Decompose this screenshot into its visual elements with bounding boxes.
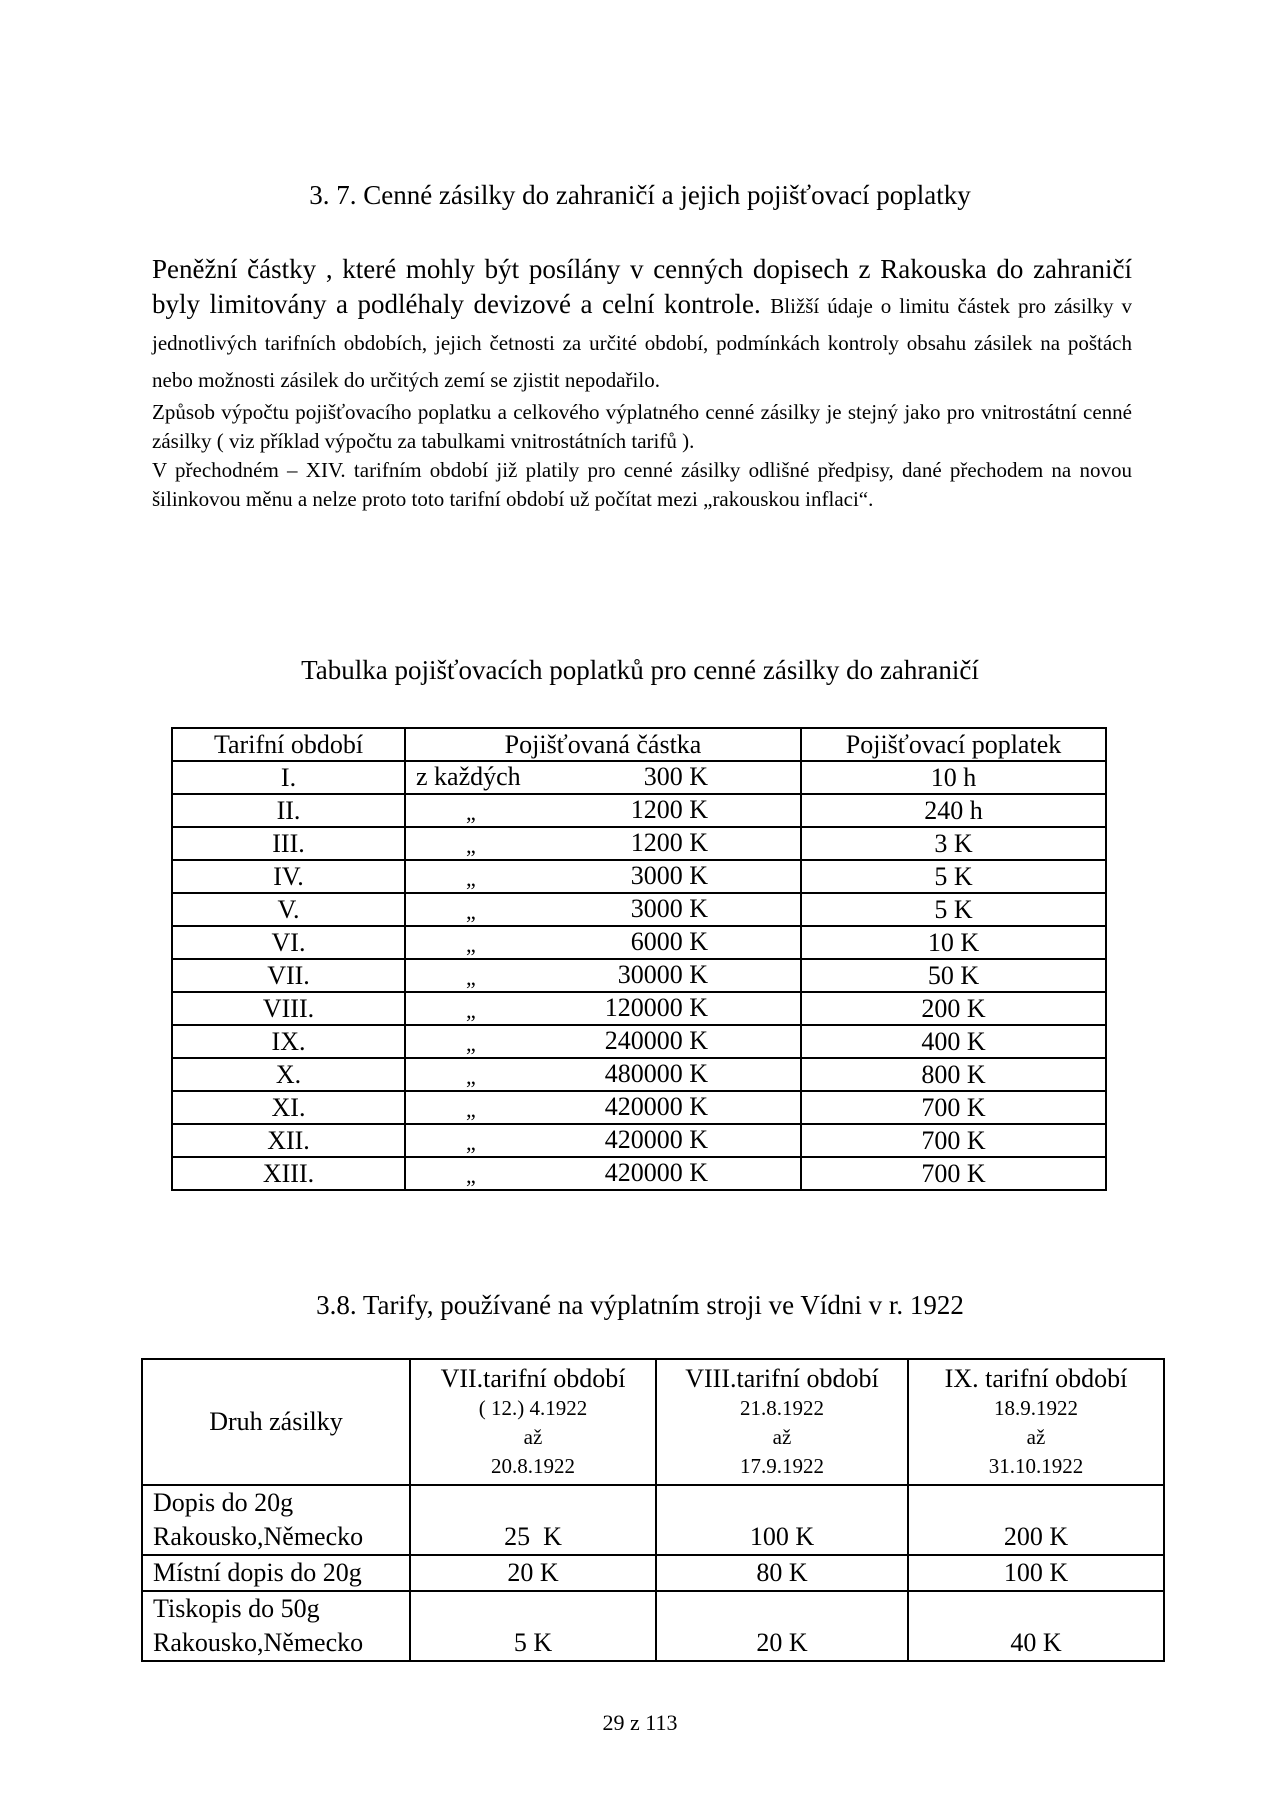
fee-cell: 700 K bbox=[801, 1157, 1106, 1190]
amount-cell bbox=[405, 893, 801, 926]
period-cell: IX. bbox=[172, 1025, 405, 1058]
intro-lead-tail: Bližší údaje o limitu částek pro zásilky v jednotlivých tarifních obdobích, jejich četnosti za určité období, podmínkách kontroly obsahu zásilek na poštách nebo možnosti zásilek do určitých zemí se zjistit nepodařilo. bbox=[152, 294, 1133, 392]
period-from: 18.9.1922 bbox=[994, 1396, 1078, 1420]
intro-body bbox=[152, 398, 1132, 514]
amount-value: 120000 K bbox=[604, 993, 708, 1022]
amount-value: 420000 K bbox=[604, 1092, 708, 1121]
ditto-mark: „ bbox=[466, 1163, 476, 1188]
header-fee: Pojišťovací poplatek bbox=[801, 728, 1106, 761]
period-cell: I. bbox=[172, 761, 405, 794]
value-cell: 20 K bbox=[410, 1555, 656, 1591]
table-row bbox=[172, 827, 1106, 860]
period-cell: XI. bbox=[172, 1091, 405, 1124]
period-to: 20.8.1922 bbox=[491, 1454, 575, 1478]
row-label-line: Rakousko,Německo bbox=[153, 1628, 364, 1657]
intro-paragraph bbox=[152, 252, 1132, 398]
ditto-mark: „ bbox=[466, 1097, 476, 1122]
row-label-line: Místní dopis do 20g bbox=[153, 1558, 362, 1587]
table-row bbox=[172, 794, 1106, 827]
period-cell: XIII. bbox=[172, 1157, 405, 1190]
row-label-letter bbox=[142, 1485, 410, 1555]
period-from: ( 12.) 4.1922 bbox=[478, 1396, 588, 1420]
ditto-mark: „ bbox=[466, 1130, 476, 1155]
row-label-printed-matter bbox=[142, 1591, 410, 1661]
table-row bbox=[172, 1025, 1106, 1058]
amount-value: 1200 K bbox=[630, 795, 708, 824]
table-header-row bbox=[172, 728, 1106, 761]
amount-value: 420000 K bbox=[604, 1125, 708, 1154]
period-cell: III. bbox=[172, 827, 405, 860]
amount-cell bbox=[405, 926, 801, 959]
row-label-line: Rakousko,Německo bbox=[153, 1522, 364, 1551]
header-amount: Pojišťovaná částka bbox=[405, 728, 801, 761]
period-cell: IV. bbox=[172, 860, 405, 893]
period-cell: VIII. bbox=[172, 992, 405, 1025]
ditto-mark: „ bbox=[466, 1064, 476, 1089]
fee-cell: 5 K bbox=[801, 860, 1106, 893]
fee-cell: 3 K bbox=[801, 827, 1106, 860]
ditto-mark: „ bbox=[466, 998, 476, 1023]
table-row bbox=[172, 1058, 1106, 1091]
period-name: IX. tarifní období bbox=[944, 1364, 1128, 1393]
table1-body bbox=[172, 761, 1106, 1190]
intro-lead-text: Peněžní částky , které mohly být posílány v cenných dopisech z Rakouska do zahraničí byly limitovány a podléhaly devizové a celní kontrole. bbox=[152, 254, 1132, 319]
fee-cell: 5 K bbox=[801, 893, 1106, 926]
amount-cell bbox=[405, 1157, 801, 1190]
fee-cell: 400 K bbox=[801, 1025, 1106, 1058]
vienna-meter-tariff-table bbox=[141, 1358, 1165, 1662]
row-label-line: Dopis do 20g bbox=[153, 1488, 294, 1517]
section-38-title: 3.8. Tarify, používané na výplatním stroji ve Vídni v r. 1922 bbox=[316, 1290, 964, 1320]
fee-cell: 240 h bbox=[801, 794, 1106, 827]
value-cell: 5 K bbox=[410, 1591, 656, 1661]
ditto-mark: „ bbox=[466, 899, 476, 924]
period-to: 31.10.1922 bbox=[988, 1454, 1084, 1478]
table-row bbox=[172, 959, 1106, 992]
amount-cell bbox=[405, 794, 801, 827]
amount-value: 300 K bbox=[643, 762, 708, 791]
value-cell: 100 K bbox=[908, 1555, 1164, 1591]
row-label-local-letter bbox=[142, 1555, 410, 1591]
fee-cell: 200 K bbox=[801, 992, 1106, 1025]
header-period-viii bbox=[656, 1359, 908, 1485]
amount-value: 480000 K bbox=[604, 1059, 708, 1088]
amount-cell bbox=[405, 1025, 801, 1058]
table-row bbox=[142, 1555, 1164, 1591]
amount-value: 30000 K bbox=[617, 960, 708, 989]
amount-cell bbox=[405, 992, 801, 1025]
value-cell: 200 K bbox=[908, 1485, 1164, 1555]
header-period: Tarifní období bbox=[172, 728, 405, 761]
fee-cell: 700 K bbox=[801, 1091, 1106, 1124]
header-kind: Druh zásilky bbox=[142, 1359, 410, 1485]
table-row bbox=[172, 992, 1106, 1025]
fee-cell: 50 K bbox=[801, 959, 1106, 992]
period-cell: V. bbox=[172, 893, 405, 926]
page-number: 29 z 113 bbox=[602, 1710, 678, 1735]
amount-cell bbox=[405, 959, 801, 992]
period-cell: II. bbox=[172, 794, 405, 827]
amount-value: 420000 K bbox=[604, 1158, 708, 1187]
insurance-fee-table bbox=[171, 727, 1107, 1191]
table-row bbox=[142, 1591, 1164, 1661]
period-to: 17.9.1922 bbox=[740, 1454, 824, 1478]
period-to-word: až bbox=[772, 1425, 792, 1449]
amount-value: 6000 K bbox=[630, 927, 708, 956]
amount-value: 3000 K bbox=[630, 861, 708, 890]
amount-value: 240000 K bbox=[604, 1026, 708, 1055]
period-from: 21.8.1922 bbox=[740, 1396, 824, 1420]
ditto-mark: „ bbox=[466, 833, 476, 858]
paragraph-calculation: Způsob výpočtu pojišťovacího poplatku a celkového výplatného cenné zásilky je stejný jako pro vnitrostátní cenné zásilky ( viz příklad výpočtu za tabulkami vnitrostátních tarifů ). bbox=[152, 400, 1132, 453]
table1-title: Tabulka pojišťovacích poplatků pro cenné zásilky do zahraničí bbox=[301, 655, 979, 685]
amount-prefix: z každých bbox=[416, 762, 521, 791]
fee-cell: 800 K bbox=[801, 1058, 1106, 1091]
value-cell: 20 K bbox=[656, 1591, 908, 1661]
ditto-mark: „ bbox=[466, 866, 476, 891]
period-to-word: až bbox=[1026, 1425, 1046, 1449]
fee-cell: 10 K bbox=[801, 926, 1106, 959]
amount-cell bbox=[405, 827, 801, 860]
section-37-title: 3. 7. Cenné zásilky do zahraničí a jejich pojišťovací poplatky bbox=[309, 180, 971, 210]
ditto-mark: „ bbox=[466, 932, 476, 957]
amount-cell bbox=[405, 1058, 801, 1091]
period-to-word: až bbox=[523, 1425, 543, 1449]
period-name: VII.tarifní období bbox=[440, 1364, 626, 1393]
table-row bbox=[142, 1485, 1164, 1555]
period-cell: VII. bbox=[172, 959, 405, 992]
row-label-line: Tiskopis do 50g bbox=[153, 1594, 320, 1623]
table-row bbox=[172, 1124, 1106, 1157]
header-period-ix bbox=[908, 1359, 1164, 1485]
table-row bbox=[172, 1157, 1106, 1190]
paragraph-transition: V přechodném – XIV. tarifním období již platily pro cenné zásilky odlišné předpisy, dané přechodem na novou šilinkovou měnu a nelze proto toto tarifní období už počítat mezi „rakouskou inflaci“. bbox=[152, 458, 1132, 511]
amount-cell bbox=[405, 1124, 801, 1157]
table-row bbox=[172, 1091, 1106, 1124]
fee-cell: 700 K bbox=[801, 1124, 1106, 1157]
amount-cell bbox=[405, 860, 801, 893]
amount-value: 3000 K bbox=[630, 894, 708, 923]
period-name: VIII.tarifní období bbox=[685, 1364, 879, 1393]
table2-header-row bbox=[142, 1359, 1164, 1485]
value-cell: 100 K bbox=[656, 1485, 908, 1555]
value-cell: 80 K bbox=[656, 1555, 908, 1591]
period-cell: XII. bbox=[172, 1124, 405, 1157]
amount-cell bbox=[405, 761, 801, 794]
ditto-mark: „ bbox=[466, 800, 476, 825]
header-period-vii bbox=[410, 1359, 656, 1485]
table-row bbox=[172, 893, 1106, 926]
fee-cell: 10 h bbox=[801, 761, 1106, 794]
table-row bbox=[172, 761, 1106, 794]
ditto-mark: „ bbox=[466, 965, 476, 990]
ditto-mark: „ bbox=[466, 1031, 476, 1056]
period-cell: VI. bbox=[172, 926, 405, 959]
amount-cell bbox=[405, 1091, 801, 1124]
period-cell: X. bbox=[172, 1058, 405, 1091]
amount-value: 1200 K bbox=[630, 828, 708, 857]
value-cell: 40 K bbox=[908, 1591, 1164, 1661]
value-cell: 25 K bbox=[410, 1485, 656, 1555]
table-row bbox=[172, 926, 1106, 959]
table-row bbox=[172, 860, 1106, 893]
